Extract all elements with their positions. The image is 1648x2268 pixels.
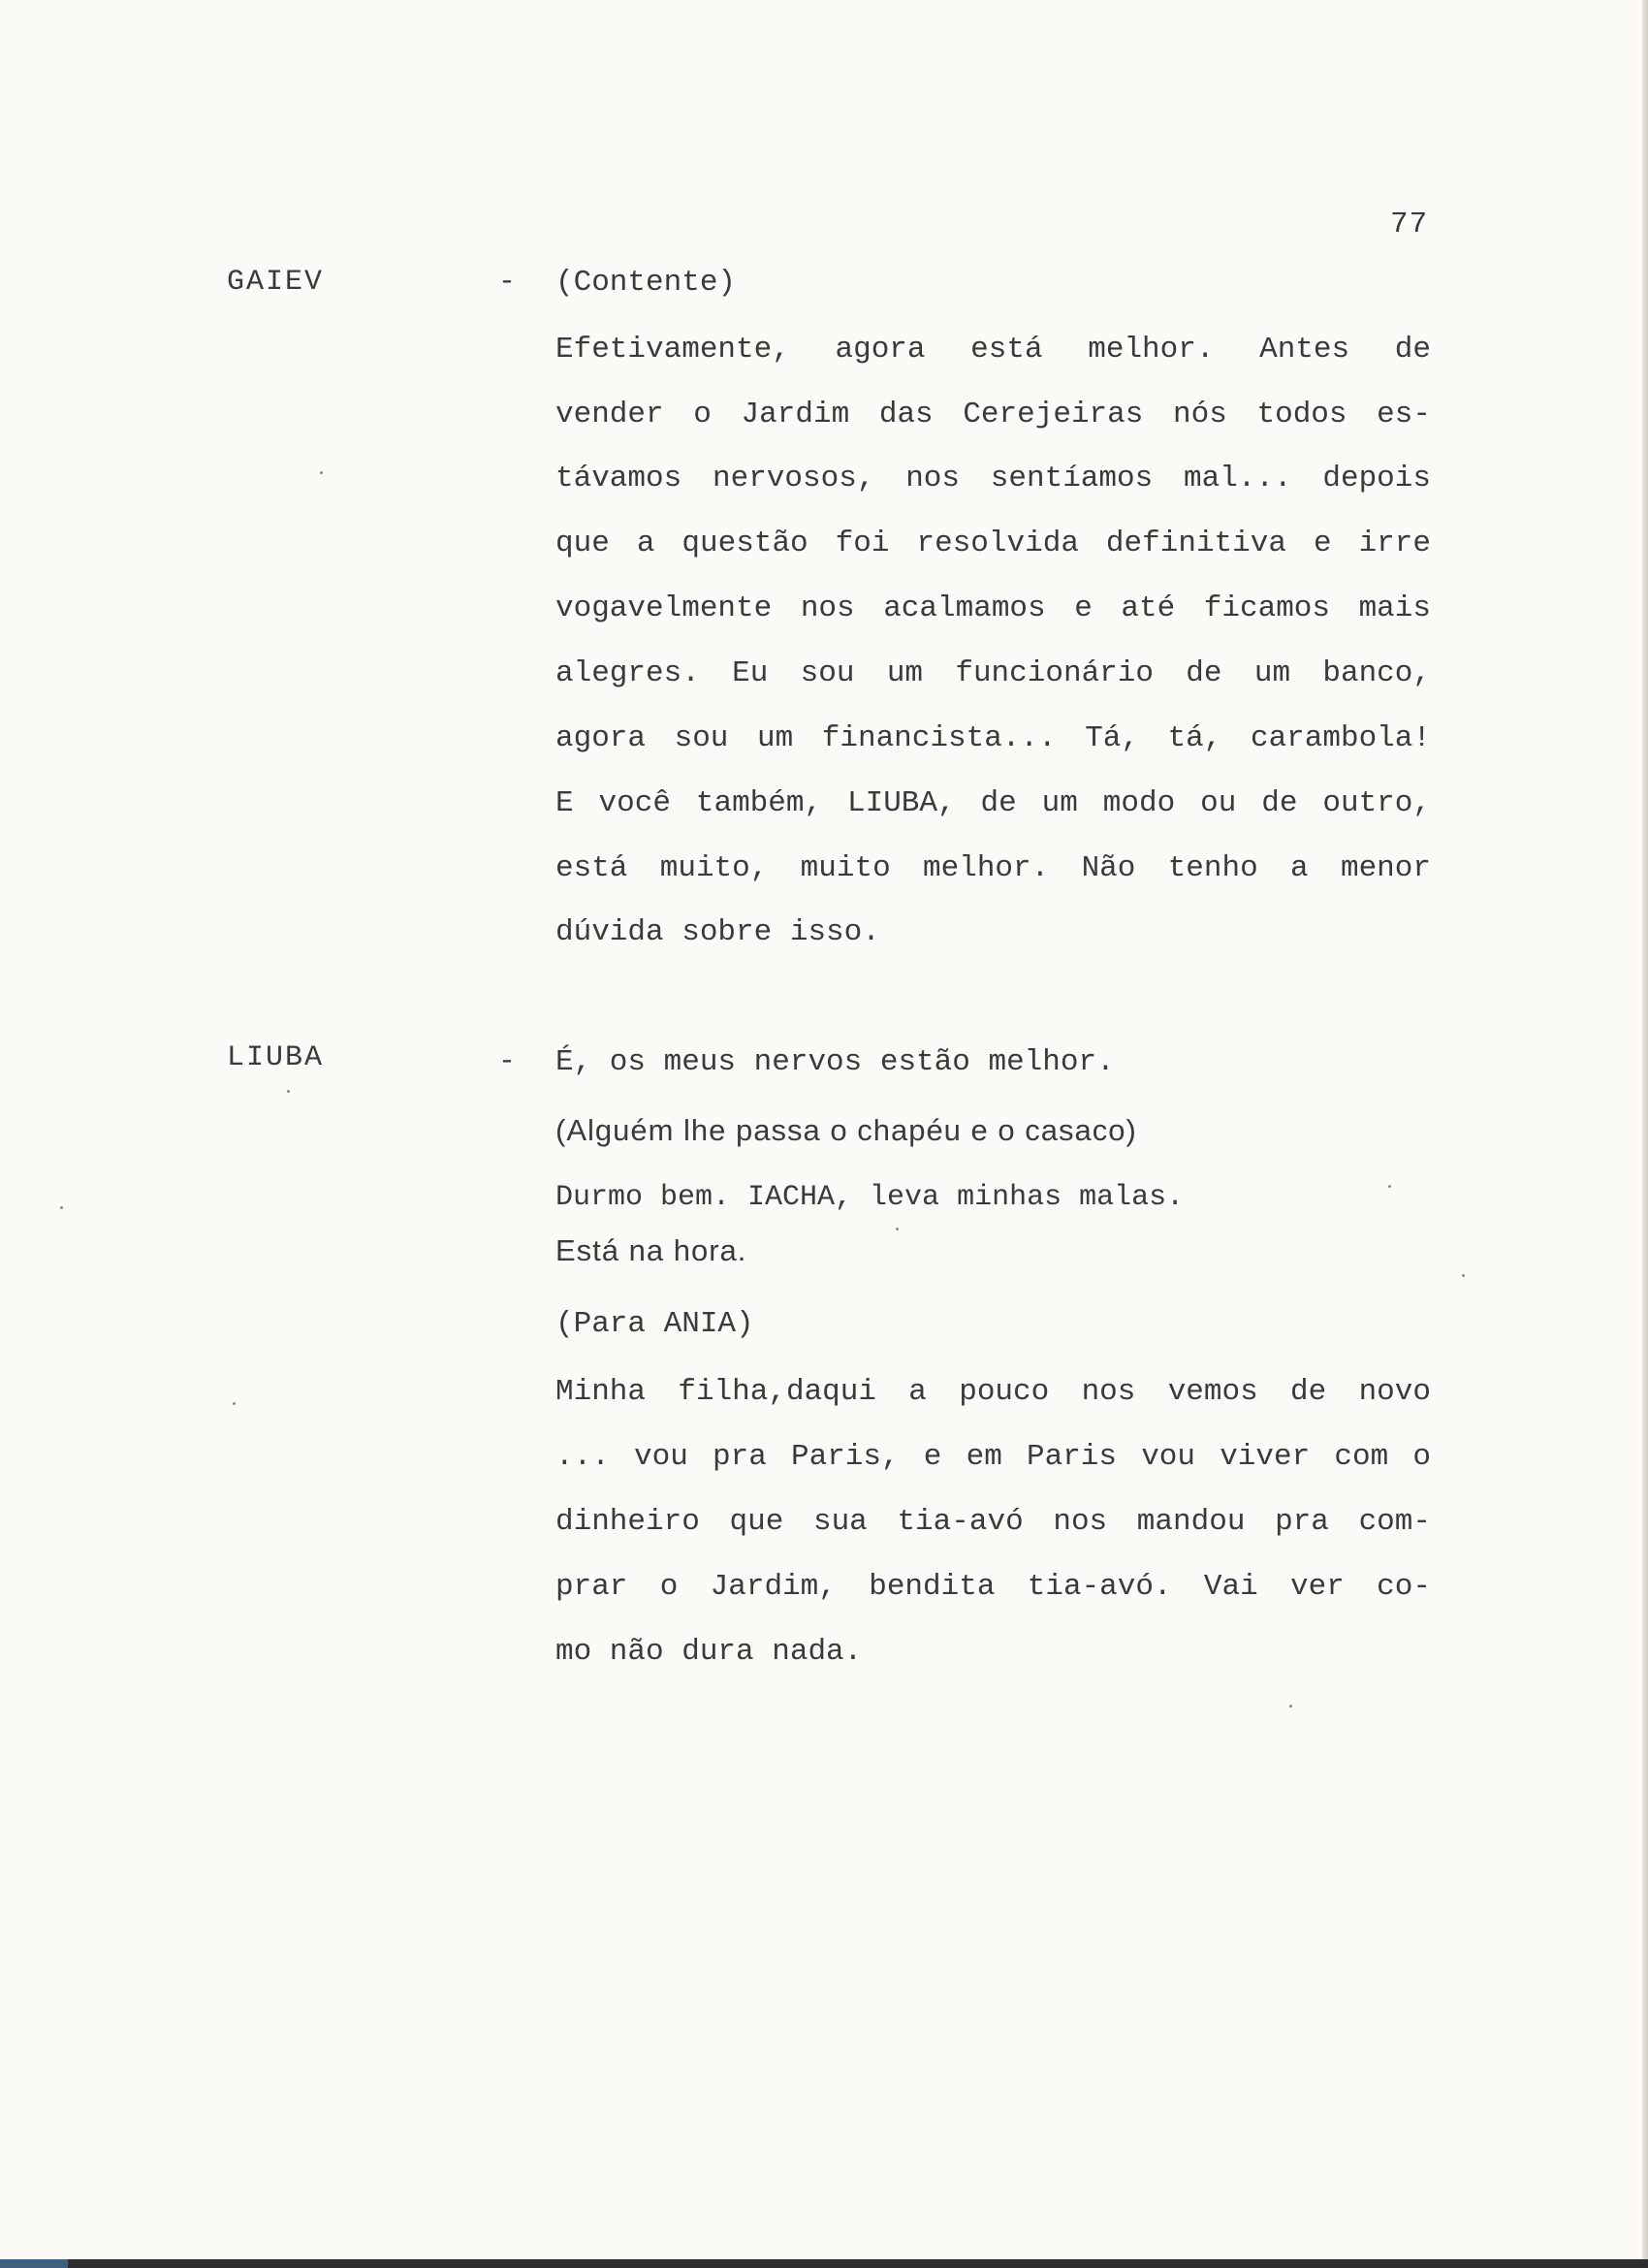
speaker-dash: - <box>498 266 517 299</box>
scan-speck <box>1388 1185 1391 1188</box>
dialogue-line: Durmo bem. IACHA, leva minhas malas. <box>555 1181 1185 1214</box>
page-edge <box>1642 0 1648 2268</box>
scan-speck <box>320 471 323 474</box>
scan-speck <box>233 1402 236 1405</box>
stage-direction: (Contente) <box>555 266 737 300</box>
dialogue-line: Efetivamente, agora está melhor. Antes de <box>555 333 1431 367</box>
scan-bottom-edge <box>0 2259 1648 2268</box>
speaker-liuba: LIUBA <box>227 1041 325 1074</box>
dialogue-line: E você também, LIUBA, de um modo ou de outro, <box>555 786 1431 820</box>
dialogue-line: está muito, muito melhor. Não tenho a menor <box>555 851 1431 885</box>
dialogue-line: dúvida sobre isso. <box>555 915 880 949</box>
scan-speck <box>1462 1274 1465 1277</box>
scan-speck <box>1289 1705 1292 1708</box>
dialogue-line: vogavelmente nos acalmamos e até ficamos mais <box>555 591 1431 625</box>
dialogue-line: Está na hora. <box>555 1233 747 1267</box>
scan-speck <box>287 1090 290 1093</box>
dialogue-line: távamos nervosos, nos sentíamos mal... depois <box>555 462 1431 495</box>
scan-speck <box>60 1206 63 1209</box>
dialogue-line: mo não dura nada. <box>555 1635 863 1669</box>
dialogue-line: que a questão foi resolvida definitiva e irre <box>555 527 1431 560</box>
dialogue-line: vender o Jardim das Cerejeiras nós todos es- <box>555 398 1431 431</box>
speaker-gaiev: GAIEV <box>227 266 325 299</box>
stage-direction: (Para ANIA) <box>555 1307 754 1341</box>
stage-direction: (Alguém lhe passa o chapéu e o casaco) <box>555 1113 1137 1147</box>
dialogue-line: agora sou um financista... Tá, tá, carambola! <box>555 721 1431 755</box>
dialogue-line: Minha filha,daqui a pouco nos vemos de novo <box>555 1375 1431 1409</box>
scan-bottom-edge-accent <box>0 2259 68 2268</box>
page-number: 77 <box>1390 208 1429 241</box>
dialogue-line: É, os meus nervos estão melhor. <box>555 1045 1115 1079</box>
speaker-dash: - <box>498 1045 517 1078</box>
dialogue-line: dinheiro que sua tia-avó nos mandou pra com- <box>555 1505 1431 1539</box>
dialogue-line: prar o Jardim, bendita tia-avó. Vai ver co- <box>555 1570 1431 1604</box>
dialogue-line: ... vou pra Paris, e em Paris vou viver com o <box>555 1440 1431 1474</box>
scan-speck <box>896 1228 899 1230</box>
dialogue-line: alegres. Eu sou um funcionário de um banco, <box>555 656 1431 690</box>
